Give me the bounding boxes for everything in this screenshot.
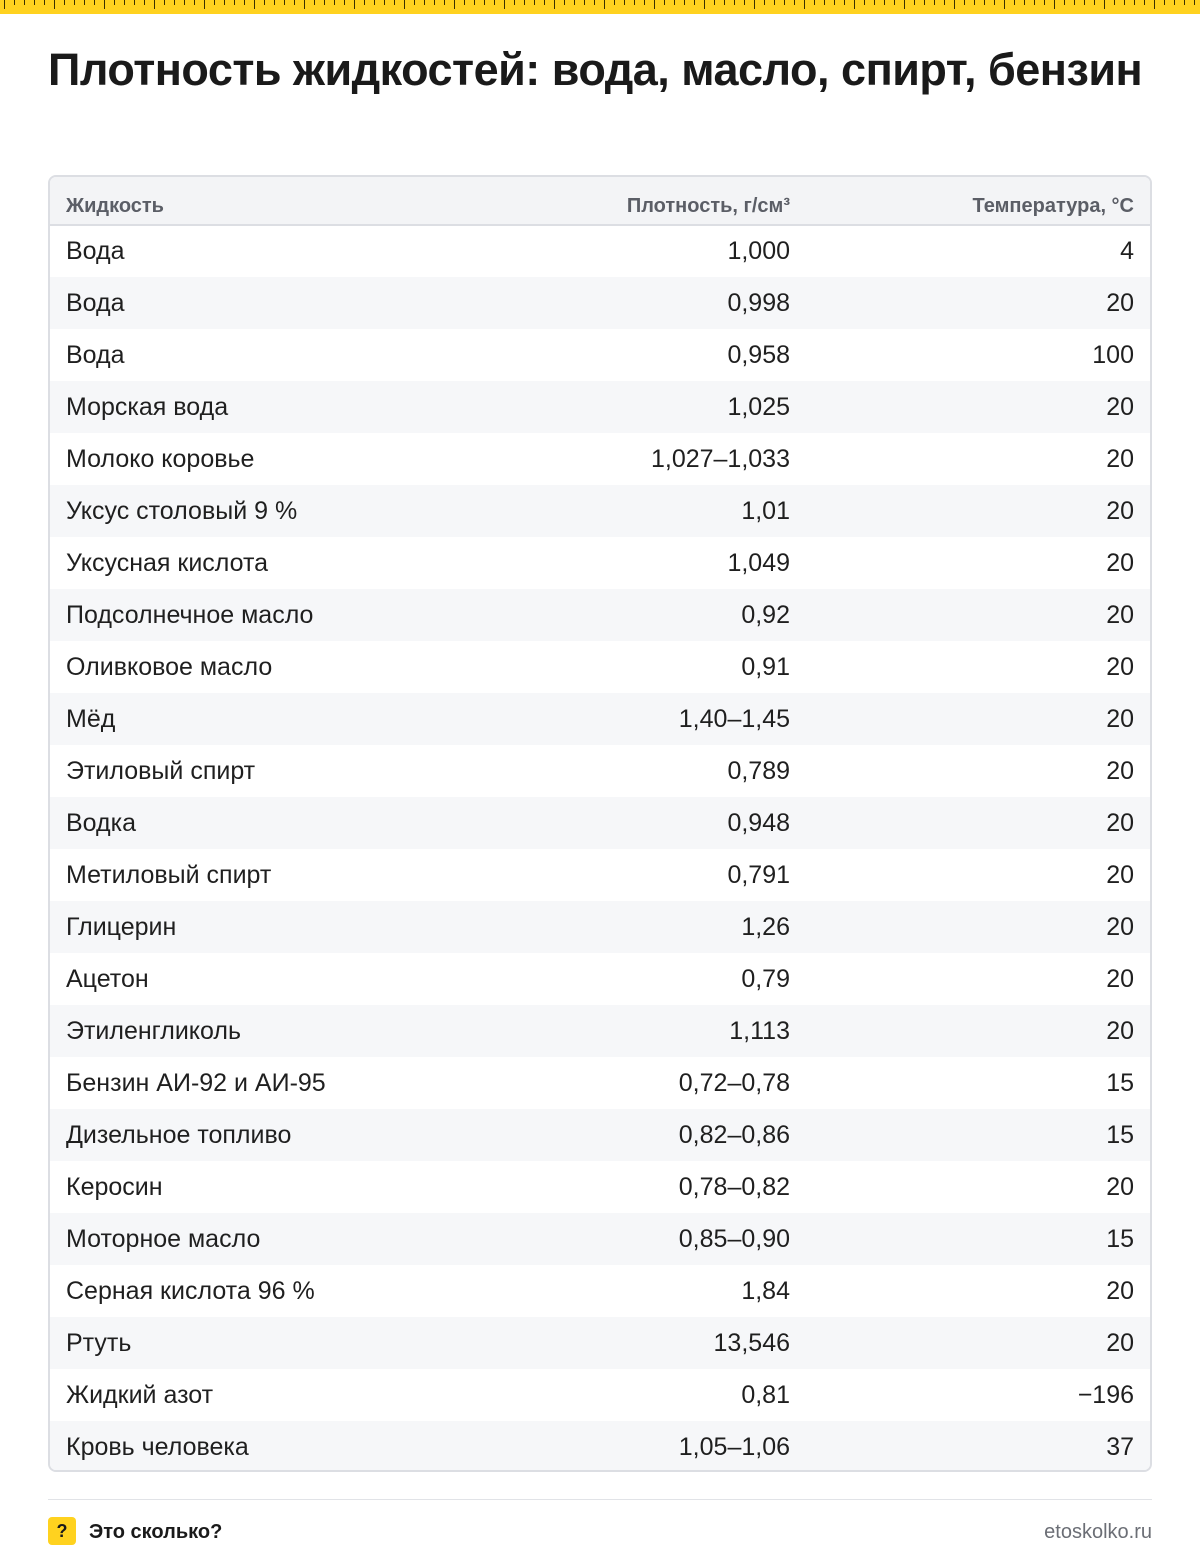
cell-density: 0,998: [727, 288, 790, 317]
table-row: [50, 433, 1150, 485]
cell-liquid: Оливковое масло: [66, 652, 273, 681]
cell-liquid: Морская вода: [66, 392, 229, 421]
cell-density: 1,05–1,06: [678, 1432, 790, 1461]
cell-temperature: 20: [1106, 912, 1134, 941]
table-row: [50, 1161, 1150, 1213]
cell-temperature: 20: [1106, 392, 1134, 421]
cell-liquid: Этиловый спирт: [66, 756, 256, 785]
cell-liquid: Бензин АИ-92 и АИ-95: [66, 1068, 326, 1097]
cell-liquid: Ртуть: [66, 1328, 132, 1357]
table-row: [50, 277, 1150, 329]
column-header-temperature: Температура, °C: [806, 177, 1150, 225]
site-url: etoskolko.ru: [1044, 1521, 1152, 1543]
table-row: [50, 1057, 1150, 1109]
cell-liquid: Вода: [66, 237, 125, 265]
cell-temperature: 20: [1106, 444, 1134, 473]
cell-density: 1,26: [741, 912, 790, 941]
cell-density: 0,948: [727, 808, 790, 837]
cell-density: 1,027–1,033: [650, 444, 790, 473]
cell-liquid: Подсолнечное масло: [66, 600, 314, 629]
question-logo-icon: ?: [48, 1517, 76, 1545]
cell-liquid: Уксусная кислота: [66, 548, 269, 577]
cell-density: 1,000: [727, 237, 790, 265]
cell-density: 0,791: [727, 860, 790, 889]
cell-temperature: 20: [1106, 756, 1134, 785]
table-row: [50, 1109, 1150, 1161]
density-table: [48, 175, 1152, 1472]
cell-density: 0,789: [727, 756, 790, 785]
cell-temperature: 20: [1106, 860, 1134, 889]
cell-temperature: 37: [1106, 1432, 1134, 1461]
cell-density: 0,81: [741, 1380, 790, 1409]
table-row: [50, 381, 1150, 433]
cell-temperature: 15: [1106, 1120, 1134, 1149]
cell-density: 1,84: [741, 1276, 790, 1305]
page-title: Плотность жидкостей: вода, масло, спирт, бензин: [48, 44, 1143, 95]
cell-temperature: 20: [1106, 288, 1134, 317]
cell-density: 0,72–0,78: [678, 1068, 790, 1097]
cell-liquid: Кровь человека: [66, 1432, 249, 1461]
table-row: [50, 1265, 1150, 1317]
table-row: [50, 797, 1150, 849]
cell-liquid: Ацетон: [66, 964, 149, 993]
table-row: [50, 641, 1150, 693]
cell-liquid: Этиленгликоль: [66, 1016, 241, 1045]
cell-temperature: 15: [1106, 1068, 1134, 1097]
cell-liquid: Водка: [66, 808, 137, 837]
ruler-strip: [0, 0, 1200, 14]
cell-liquid: Вода: [66, 288, 125, 317]
cell-temperature: 20: [1106, 600, 1134, 629]
table-row: [50, 1213, 1150, 1265]
cell-density: 0,85–0,90: [678, 1224, 790, 1253]
cell-density: 0,92: [741, 600, 790, 629]
cell-temperature: −196: [1077, 1380, 1134, 1409]
column-header-liquid: Жидкость: [50, 177, 570, 225]
table-row: [50, 745, 1150, 797]
table-row: [50, 1317, 1150, 1369]
cell-temperature: 20: [1106, 808, 1134, 837]
cell-liquid: Жидкий азот: [66, 1380, 214, 1409]
footer-divider: [48, 1499, 1152, 1500]
cell-density: 1,113: [729, 1016, 790, 1045]
cell-density: 0,91: [741, 652, 790, 681]
cell-temperature: 4: [1120, 237, 1134, 265]
cell-density: 1,01: [741, 496, 790, 525]
cell-density: 1,025: [727, 392, 790, 421]
cell-temperature: 20: [1106, 496, 1134, 525]
cell-liquid: Серная кислота 96 %: [66, 1276, 315, 1305]
cell-liquid: Метиловый спирт: [66, 860, 272, 889]
table-row: [50, 693, 1150, 745]
cell-liquid: Мёд: [66, 704, 116, 733]
cell-density: 1,40–1,45: [678, 704, 790, 733]
cell-temperature: 20: [1106, 1276, 1134, 1305]
cell-temperature: 20: [1106, 1016, 1134, 1045]
cell-temperature: 15: [1106, 1224, 1134, 1253]
cell-temperature: 100: [1092, 340, 1134, 369]
cell-temperature: 20: [1106, 652, 1134, 681]
cell-liquid: Керосин: [66, 1172, 163, 1201]
cell-density: 0,79: [741, 964, 790, 993]
table-row: [50, 485, 1150, 537]
cell-density: 0,958: [727, 340, 790, 369]
table-row: [50, 329, 1150, 381]
cell-density: 0,82–0,86: [678, 1120, 790, 1149]
cell-temperature: 20: [1106, 964, 1134, 993]
table-row: [50, 901, 1150, 953]
table-row: [50, 1005, 1150, 1057]
table-row: [50, 1421, 1150, 1472]
cell-liquid: Молоко коровье: [66, 444, 255, 473]
table-header-row: [50, 177, 1150, 225]
cell-liquid: Моторное масло: [66, 1224, 261, 1253]
table-row: [50, 953, 1150, 1005]
cell-temperature: 20: [1106, 1328, 1134, 1357]
table-row: [50, 225, 1150, 277]
cell-temperature: 20: [1106, 548, 1134, 577]
table-row: [50, 849, 1150, 901]
table-row: [50, 537, 1150, 589]
column-header-density: Плотность, г/см³: [570, 177, 806, 225]
table-row: [50, 589, 1150, 641]
cell-liquid: Вода: [66, 340, 125, 369]
brand-name: Это сколько?: [89, 1521, 223, 1543]
cell-density: 0,78–0,82: [678, 1172, 790, 1201]
cell-temperature: 20: [1106, 704, 1134, 733]
cell-liquid: Дизельное топливо: [66, 1120, 292, 1149]
table-row: [50, 1369, 1150, 1421]
cell-liquid: Уксус столовый 9 %: [66, 496, 298, 525]
cell-temperature: 20: [1106, 1172, 1134, 1201]
cell-density: 13,546: [713, 1328, 790, 1357]
cell-density: 1,049: [727, 548, 790, 577]
cell-liquid: Глицерин: [66, 912, 177, 941]
